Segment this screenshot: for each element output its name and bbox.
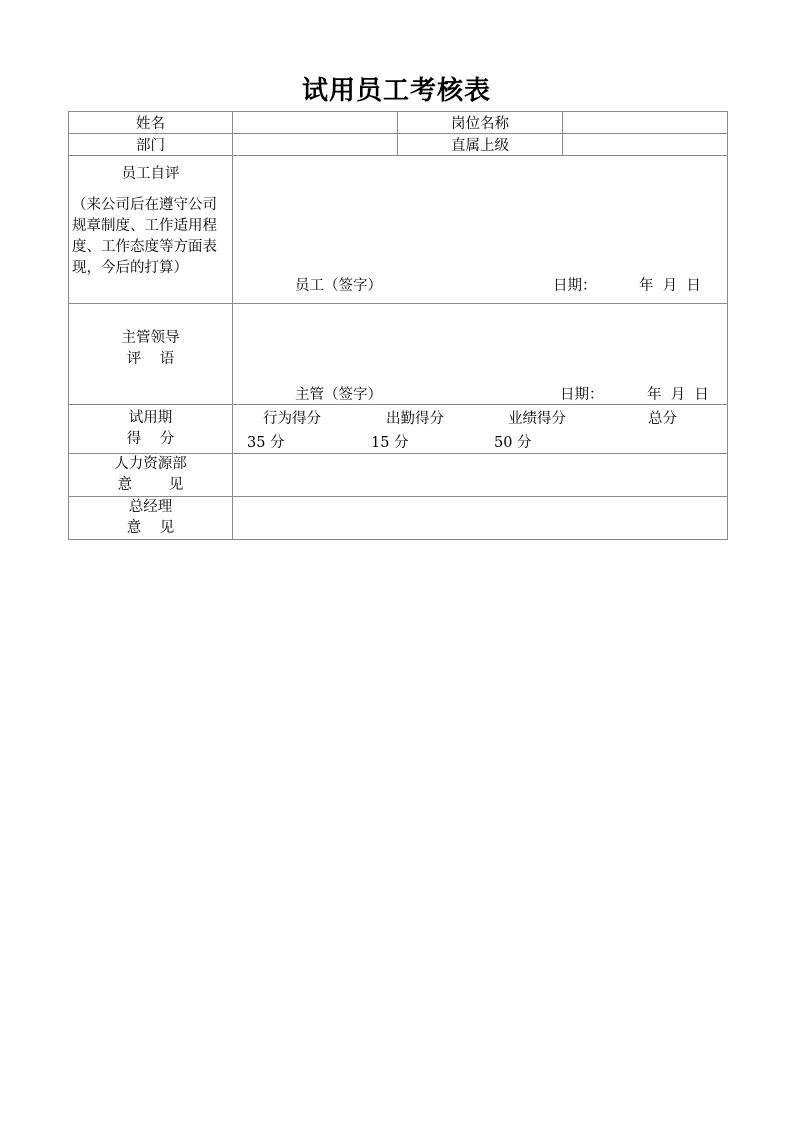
position-field[interactable] bbox=[563, 112, 728, 134]
hr-opinion-label-cell bbox=[69, 454, 233, 497]
name-label: 姓名 bbox=[69, 112, 233, 134]
manager-date-parts: 年 月 日 bbox=[647, 387, 709, 403]
manager-review-label-2: 评 语 bbox=[126, 351, 175, 367]
manager-date-label: 日期： bbox=[560, 387, 604, 403]
behavior-score-value: 35 分 bbox=[247, 435, 285, 451]
gm-opinion-label-1: 总经理 bbox=[128, 499, 173, 515]
trial-score-field[interactable] bbox=[233, 405, 728, 454]
manager-review-field[interactable] bbox=[233, 304, 728, 405]
self-eval-field[interactable] bbox=[233, 156, 728, 304]
gm-opinion-label-cell bbox=[69, 497, 233, 540]
dept-row bbox=[69, 134, 728, 156]
hr-opinion-label-2: 意 见 bbox=[117, 477, 184, 493]
trial-score-label-2: 得 分 bbox=[126, 431, 175, 447]
hr-opinion-row bbox=[69, 454, 728, 497]
attendance-score-value: 15 分 bbox=[371, 435, 409, 451]
attendance-score-label: 出勤得分 bbox=[386, 411, 444, 427]
name-field[interactable] bbox=[233, 112, 398, 134]
hr-opinion-label-1: 人力资源部 bbox=[114, 456, 187, 472]
performance-score-value: 50 分 bbox=[494, 435, 532, 451]
performance-score-label: 业绩得分 bbox=[508, 411, 566, 427]
self-eval-label: 员工自评 bbox=[121, 166, 180, 182]
employee-signature-label: 员工（签字） bbox=[295, 278, 382, 294]
manager-review-row bbox=[69, 304, 728, 405]
employee-date-parts: 年 月 日 bbox=[639, 278, 701, 294]
trial-score-label-1: 试用期 bbox=[128, 410, 173, 426]
manager-review-label-1: 主管领导 bbox=[121, 330, 180, 346]
page-title: 试用员工考核表 bbox=[301, 76, 491, 106]
trial-score-label-cell bbox=[69, 405, 233, 454]
dept-field[interactable] bbox=[233, 134, 398, 156]
dept-label: 部门 bbox=[69, 134, 233, 156]
gm-opinion-label-2: 意 见 bbox=[126, 520, 175, 536]
self-eval-label-cell bbox=[69, 156, 233, 304]
supervisor-label: 直属上级 bbox=[398, 134, 563, 156]
behavior-score-label: 行为得分 bbox=[263, 411, 321, 427]
evaluation-form bbox=[68, 111, 728, 540]
manager-signature-label: 主管（签字） bbox=[295, 387, 382, 403]
gm-opinion-row bbox=[69, 497, 728, 540]
name-row bbox=[69, 112, 728, 134]
position-label: 岗位名称 bbox=[398, 112, 563, 134]
self-eval-row bbox=[69, 156, 728, 304]
manager-review-label-cell bbox=[69, 304, 233, 405]
trial-score-row bbox=[69, 405, 728, 454]
supervisor-field[interactable] bbox=[563, 134, 728, 156]
employee-date-label: 日期： bbox=[553, 278, 597, 294]
hr-opinion-field[interactable] bbox=[233, 454, 728, 497]
total-score-label: 总分 bbox=[648, 411, 677, 427]
gm-opinion-field[interactable] bbox=[233, 497, 728, 540]
self-eval-note: （来公司后在遵守公司规章制度、工作适用程度、工作态度等方面表现，今后的打算） bbox=[72, 197, 217, 276]
